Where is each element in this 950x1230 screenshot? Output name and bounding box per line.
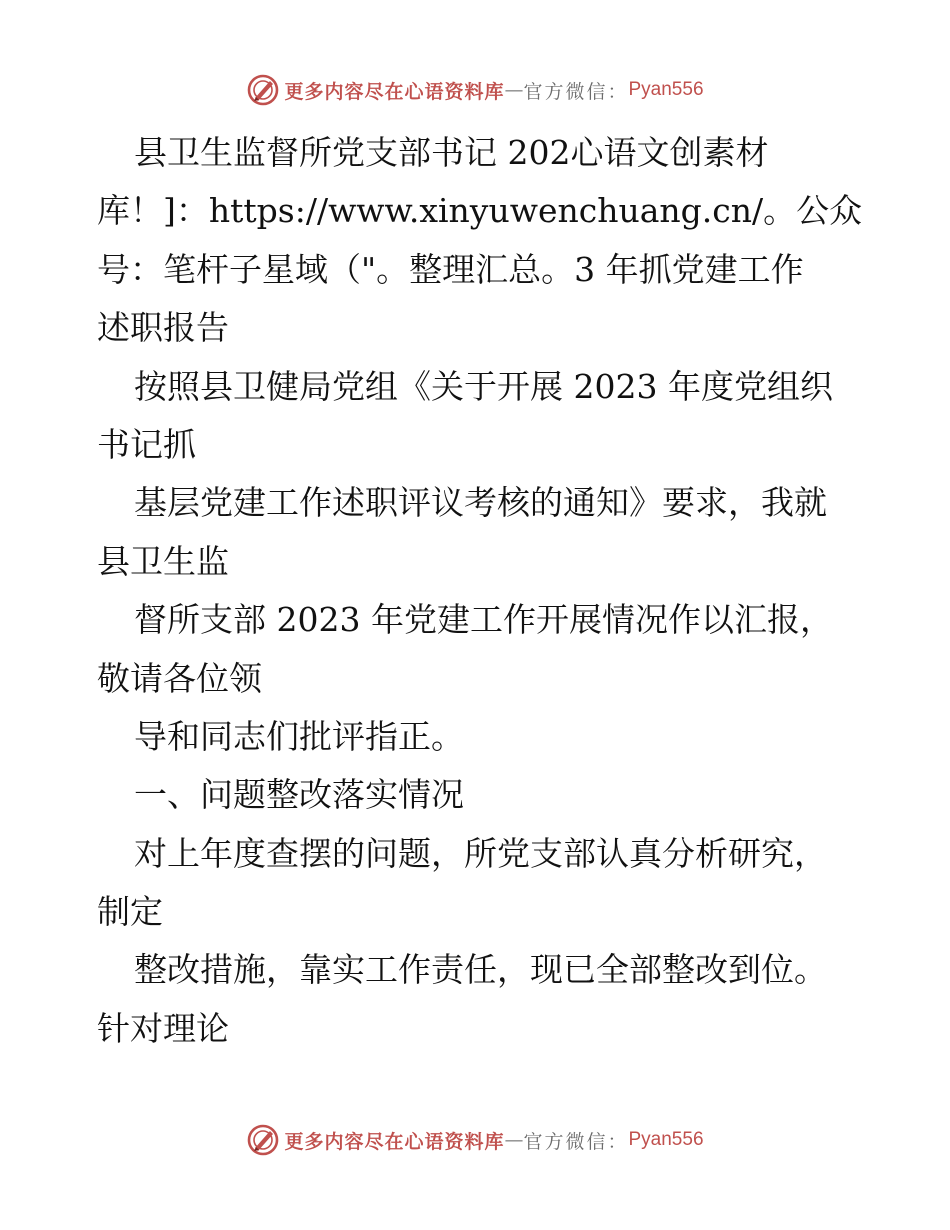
text-line: 号：笔杆子星域（"。整理汇总。3 年抓党建工作 — [97, 249, 804, 289]
text-line: 县卫生监督所党支部书记 202心语文创素材 — [134, 133, 769, 172]
text-line: 书记抓 — [97, 424, 196, 464]
banner-text: 更多内容尽在心语资料库 — [284, 1130, 505, 1153]
banner-text: 更多内容尽在心语资料库 — [284, 80, 505, 103]
pen-seal-logo-icon — [246, 1123, 280, 1157]
text-line: 制定 — [97, 892, 163, 932]
text-line: 县卫生监 — [97, 541, 229, 581]
pen-seal-logo-icon — [246, 73, 280, 107]
text-line: 敬请各位领 — [97, 658, 262, 698]
banner-wechat-id: Pyan556 — [628, 79, 704, 100]
banner-wechat-label: 官方微信： — [523, 80, 629, 103]
text-line: 述职报告 — [97, 308, 229, 348]
section-heading: 一、问题整改落实情况 — [134, 775, 464, 815]
banner-wechat-id: Pyan556 — [628, 1129, 704, 1150]
text-line: 督所支部 2023 年党建工作开展情况作以汇报， — [134, 600, 833, 640]
text-line: 按照县卫健局党组《关于开展 2023 年度党组织 — [134, 366, 833, 406]
footer-banner — [0, 1120, 950, 1160]
text-line: 导和同志们批评指正。 — [134, 716, 464, 756]
text-line: 整改措施，靠实工作责任，现已全部整改到位。 — [134, 950, 827, 990]
text-line: 基层党建工作述职评议考核的通知》要求，我就 — [134, 483, 827, 523]
banner-wechat-label: 官方微信： — [523, 1130, 629, 1153]
banner-separator: — — [504, 79, 524, 101]
banner-separator: — — [504, 1129, 524, 1151]
text-line: 库！]：https://www.xinyuwenchuang.cn/。公众 — [97, 191, 863, 231]
document-body — [97, 124, 897, 1058]
text-line: 对上年度查摆的问题，所党支部认真分析研究， — [134, 833, 827, 873]
text-line: 针对理论 — [97, 1008, 229, 1048]
header-banner — [0, 70, 950, 110]
